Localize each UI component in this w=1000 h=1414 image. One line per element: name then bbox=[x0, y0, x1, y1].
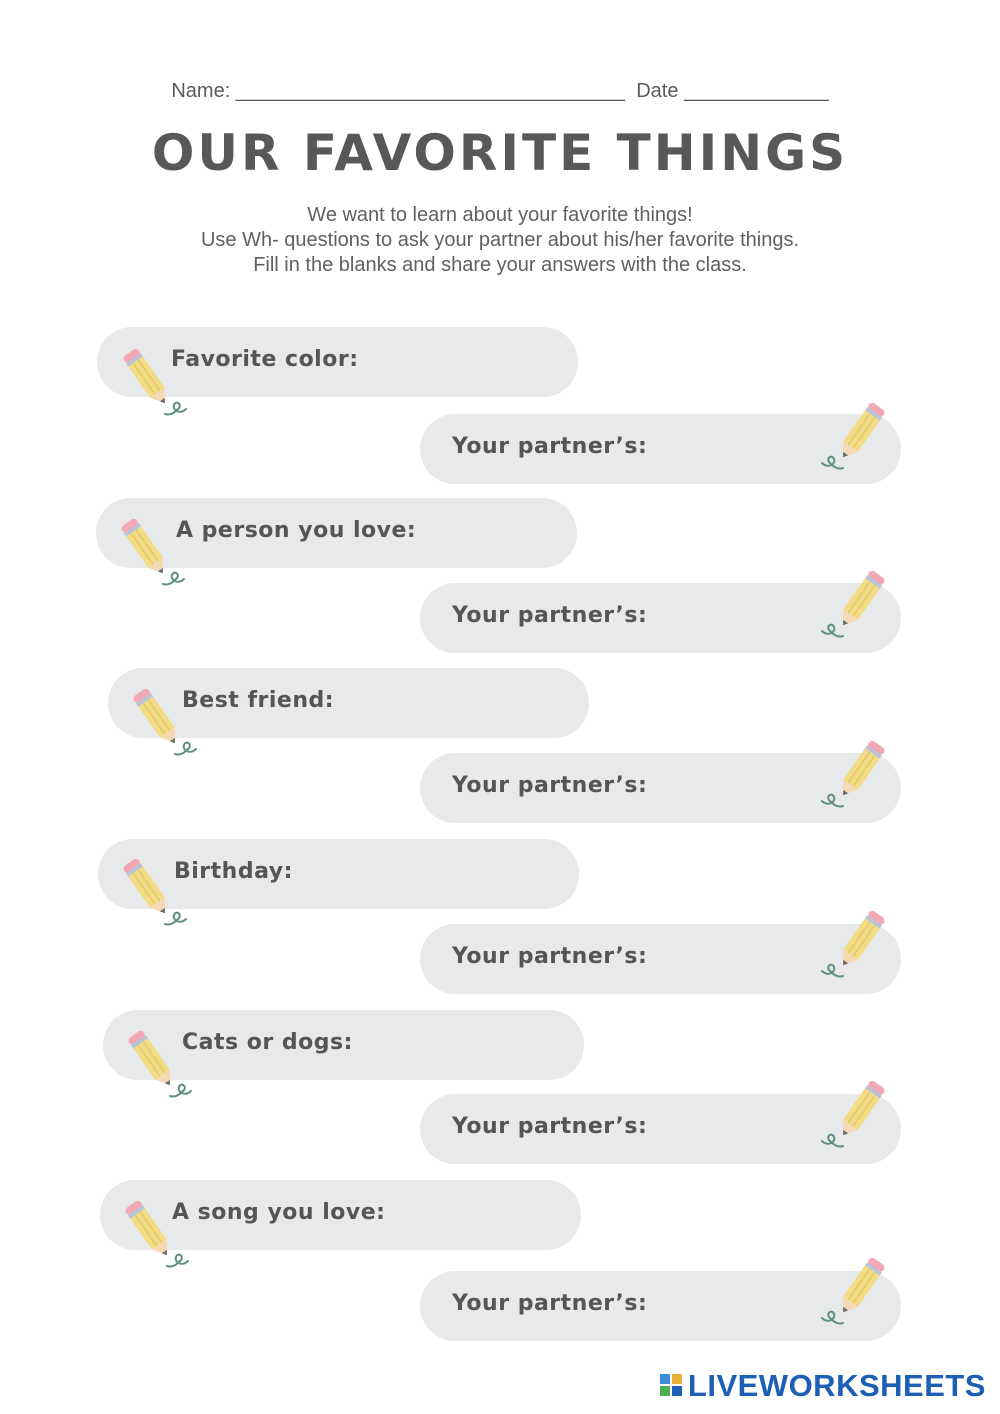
partner-label: Your partner’s: bbox=[452, 944, 648, 969]
pencil-icon bbox=[818, 1251, 898, 1331]
pencil-icon bbox=[110, 342, 190, 422]
partner-label: Your partner’s: bbox=[452, 1114, 648, 1139]
instruction-line: We want to learn about your favorite things! bbox=[307, 204, 693, 226]
pencil-icon bbox=[818, 1074, 898, 1154]
partner-label: Your partner’s: bbox=[452, 434, 648, 459]
item-label: Best friend: bbox=[182, 688, 335, 713]
pencil-icon bbox=[110, 852, 190, 932]
instruction-line: Use Wh- questions to ask your partner about his/her favorite things. bbox=[200, 229, 800, 251]
pencil-icon bbox=[818, 734, 898, 814]
page-title: OUR FAVORITE THINGS bbox=[151, 124, 849, 182]
partner-label: Your partner’s: bbox=[452, 603, 648, 628]
pencil-icon bbox=[108, 512, 188, 592]
pencil-icon bbox=[818, 564, 898, 644]
pencil-icon bbox=[818, 396, 898, 476]
pencil-icon bbox=[120, 682, 200, 762]
pencil-icon bbox=[115, 1024, 195, 1104]
instruction-line: Fill in the blanks and share your answers with the class. bbox=[253, 254, 747, 276]
item-label: Birthday: bbox=[174, 859, 293, 884]
logo-icon bbox=[660, 1374, 684, 1398]
pencil-icon bbox=[818, 904, 898, 984]
item-label: A person you love: bbox=[176, 518, 417, 543]
item-label: A song you love: bbox=[172, 1200, 386, 1225]
partner-label: Your partner’s: bbox=[452, 773, 648, 798]
liveworksheets-logo bbox=[660, 1368, 986, 1404]
instructions bbox=[0, 203, 1000, 278]
pencil-icon bbox=[112, 1194, 192, 1274]
name-date-line: Name: ___________________________________ Date _____________ bbox=[171, 80, 829, 102]
logo-text: LIVEWORKSHEETS bbox=[687, 1368, 986, 1403]
item-label: Cats or dogs: bbox=[182, 1030, 353, 1055]
partner-label: Your partner’s: bbox=[452, 1291, 648, 1316]
item-label: Favorite color: bbox=[171, 347, 359, 372]
